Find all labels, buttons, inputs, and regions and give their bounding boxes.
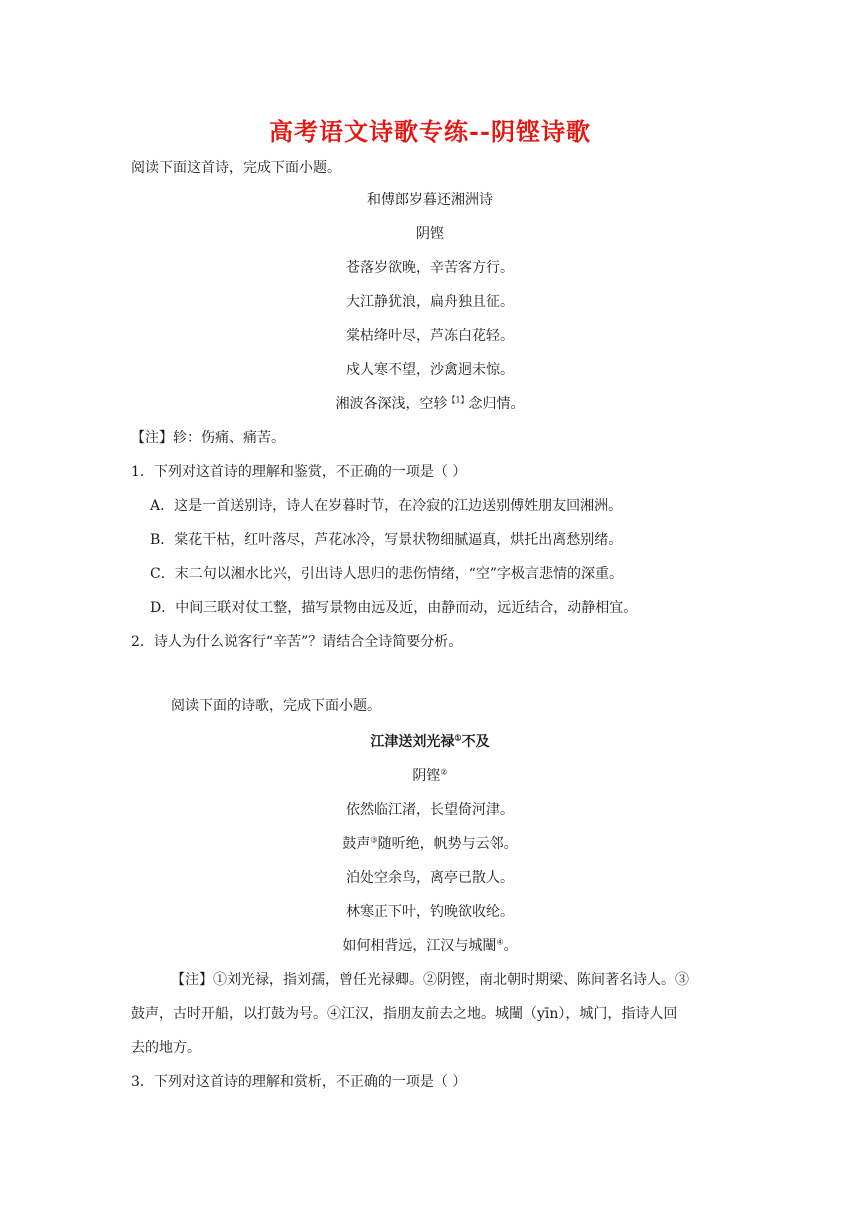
poem2-note-line-3: 去的地方。 bbox=[131, 1040, 201, 1056]
poem1-line-4: 戍人寒不望，沙禽迥未惊。 bbox=[346, 362, 514, 378]
poem2-title bbox=[0, 732, 860, 752]
poem2-line-5-b: 。 bbox=[503, 938, 518, 954]
footnote-marker-1: 【1】 bbox=[447, 395, 469, 405]
poem2-line-4: 林寒正下叶，钓晚欲收纶。 bbox=[346, 904, 514, 920]
q1-option-c: C．末二句以湘水比兴，引出诗人思归的悲伤情绪，“空”字极言悲情的深重。 bbox=[150, 566, 624, 582]
q1-option-a: A．这是一首送别诗，诗人在岁暮时节，在冷寂的江边送别傅姓朋友回湘洲。 bbox=[150, 498, 623, 514]
poem1-title: 和傅郎岁暮还湘洲诗 bbox=[367, 192, 493, 208]
footnote-marker-1: ① bbox=[454, 732, 462, 743]
poem2-line-3: 泊处空余鸟，离亭已散人。 bbox=[346, 870, 514, 886]
poem1-note: 【注】轸：伤痛、痛苦。 bbox=[131, 430, 285, 446]
poem1-line-5 bbox=[0, 394, 860, 414]
poem2-note-line-2: 鼓声，古时开船，以打鼓为号。④江汉，指朋友前去之地。城闉（yīn），城门，指诗人回 bbox=[131, 1006, 678, 1022]
page-title: 高考语文诗歌专练--阴铿诗歌 bbox=[269, 117, 591, 146]
poem2-title-b: 不及 bbox=[461, 734, 490, 750]
poem2-line-1: 依然临江渚，长望倚河津。 bbox=[346, 802, 514, 818]
poem2-author-name: 阴铿 bbox=[412, 768, 441, 784]
q1-option-d: D．中间三联对仗工整，描写景物由远及近，由静而动，远近结合，动静相宜。 bbox=[150, 600, 638, 616]
footnote-marker-4: ④ bbox=[496, 937, 504, 947]
section2-intro: 阅读下面的诗歌，完成下面小题。 bbox=[171, 698, 381, 714]
poem2-line-2 bbox=[0, 834, 860, 854]
poem1-line-1: 苍落岁欲晚，辛苦客方行。 bbox=[346, 260, 514, 276]
poem1-author: 阴铿 bbox=[416, 226, 444, 242]
poem1-line-5-b: 念归情。 bbox=[468, 396, 525, 412]
section1-intro: 阅读下面这首诗，完成下面小题。 bbox=[131, 160, 341, 176]
footnote-marker-2: ② bbox=[440, 767, 448, 777]
poem1-line-3: 棠枯绛叶尽，芦冻白花轻。 bbox=[346, 328, 514, 344]
question-1: 1．下列对这首诗的理解和鉴赏，不正确的一项是（ ） bbox=[131, 464, 467, 480]
question-2: 2．诗人为什么说客行“辛苦”？请结合全诗简要分析。 bbox=[131, 634, 463, 650]
poem1-line-2: 大江静犹浪，扁舟独且征。 bbox=[346, 294, 514, 310]
question-3: 3．下列对这首诗的理解和赏析，不正确的一项是（ ） bbox=[131, 1074, 467, 1090]
q1-option-b: B．棠花干枯，红叶落尽，芦花冰冷，写景状物细腻逼真，烘托出离愁别绪。 bbox=[150, 532, 623, 548]
poem2-note-line-1: 【注】①刘光禄，指刘孺，曾任光禄卿。②阴铿，南北朝时期梁、陈间著名诗人。③ bbox=[171, 972, 689, 988]
poem2-line-5 bbox=[0, 936, 860, 956]
poem2-title-a: 江津送刘光禄 bbox=[370, 734, 455, 750]
poem2-line-5-a: 如何相背远，江汉与城闉 bbox=[342, 938, 497, 954]
poem1-line-5-a: 湘波各深浅，空轸 bbox=[335, 396, 448, 412]
poem2-line-2-b: 随听绝，帆势与云邻。 bbox=[377, 836, 518, 852]
footnote-marker-3: ③ bbox=[370, 835, 378, 845]
poem2-author bbox=[0, 766, 860, 786]
poem2-line-2-a: 鼓声 bbox=[342, 836, 371, 852]
